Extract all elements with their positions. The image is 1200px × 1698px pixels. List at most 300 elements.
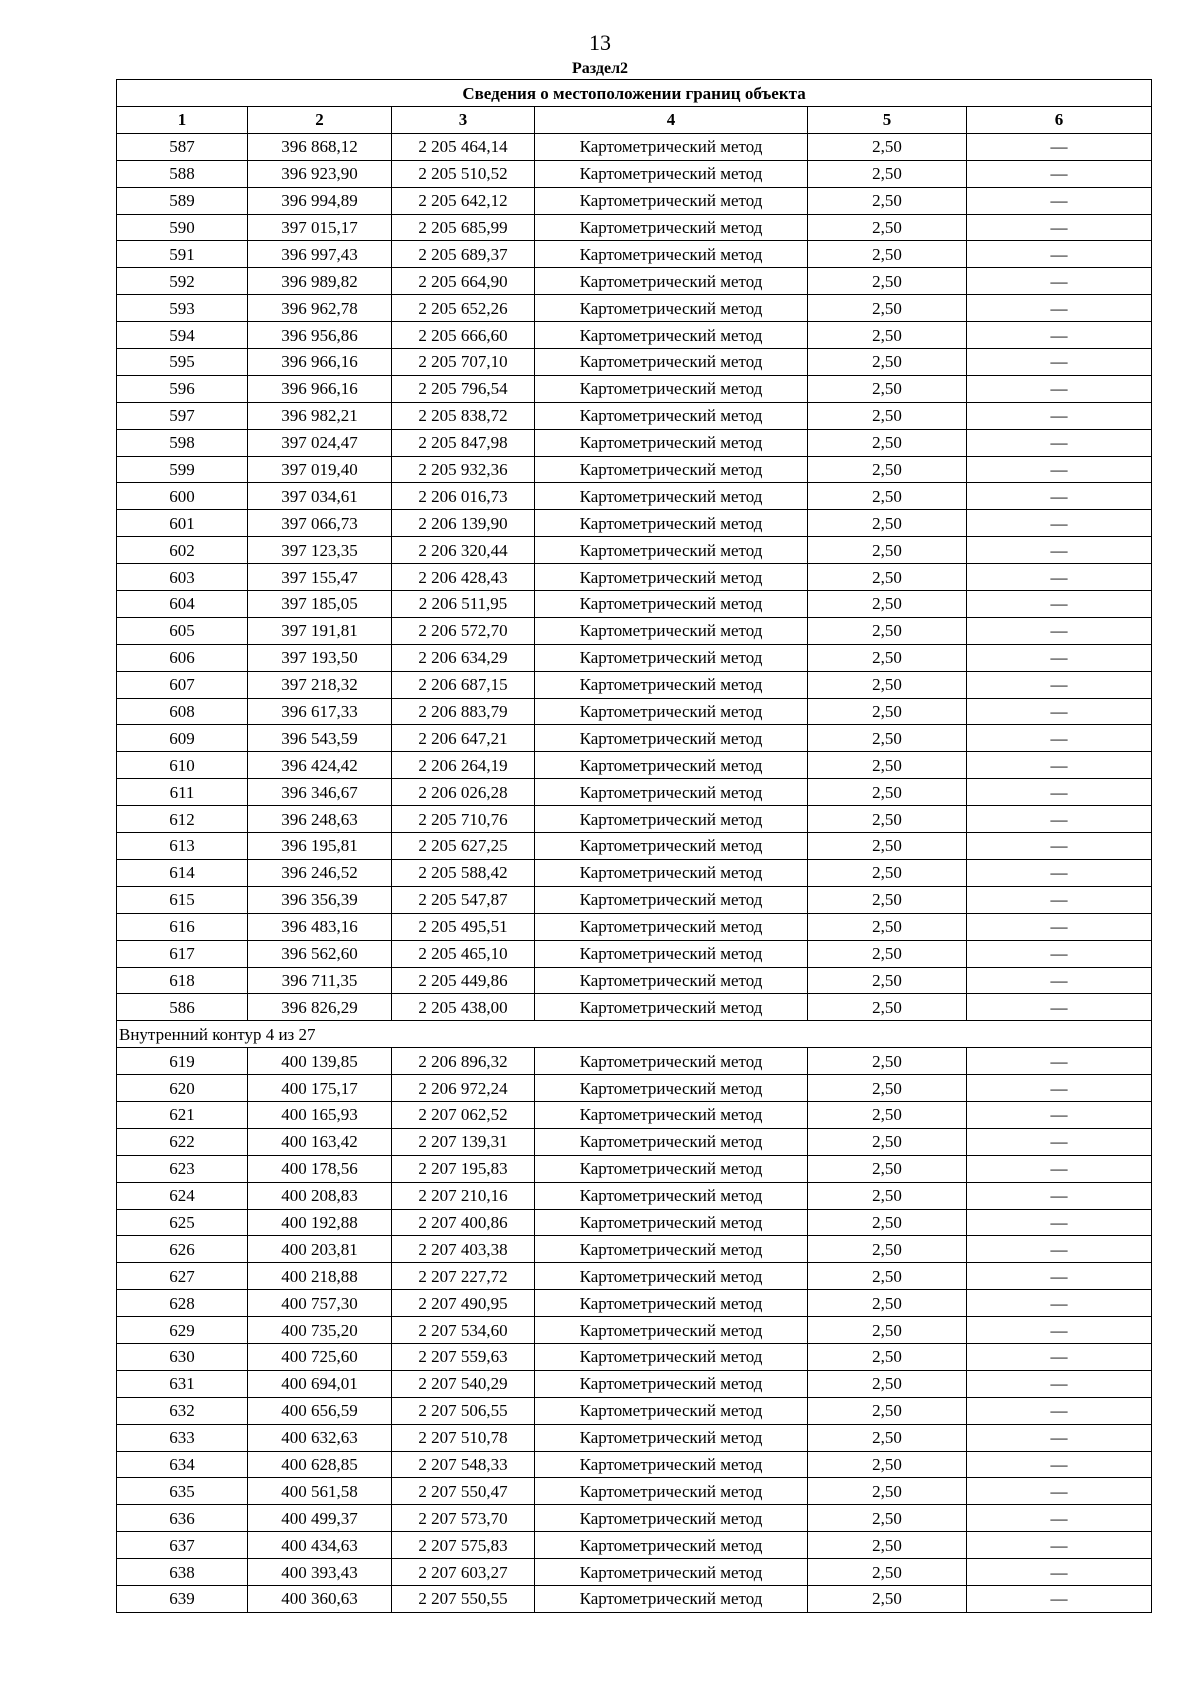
table-row xyxy=(117,833,1152,860)
y-coordinate-cell: 2 207 603,27 xyxy=(392,1559,535,1586)
method-cell: Картометрический метод xyxy=(535,1343,808,1370)
accuracy-cell: 2,50 xyxy=(808,1209,967,1236)
y-coordinate-cell: 2 205 438,00 xyxy=(392,994,535,1021)
description-cell: — xyxy=(967,1343,1152,1370)
y-coordinate-cell: 2 207 139,31 xyxy=(392,1128,535,1155)
x-coordinate-cell: 396 346,67 xyxy=(248,779,392,806)
point-number-cell: 625 xyxy=(117,1209,248,1236)
accuracy-cell: 2,50 xyxy=(808,349,967,376)
point-number-cell: 615 xyxy=(117,886,248,913)
point-number-cell: 629 xyxy=(117,1317,248,1344)
x-coordinate-cell: 397 191,81 xyxy=(248,617,392,644)
description-cell: — xyxy=(967,1505,1152,1532)
description-cell: — xyxy=(967,617,1152,644)
accuracy-cell: 2,50 xyxy=(808,1101,967,1128)
page-number: 13 xyxy=(589,30,611,55)
accuracy-cell: 2,50 xyxy=(808,1263,967,1290)
description-cell: — xyxy=(967,160,1152,187)
point-number-cell: 598 xyxy=(117,429,248,456)
table-row xyxy=(117,1290,1152,1317)
description-cell: — xyxy=(967,564,1152,591)
accuracy-cell: 2,50 xyxy=(808,859,967,886)
method-cell: Картометрический метод xyxy=(535,241,808,268)
point-number-cell: 630 xyxy=(117,1343,248,1370)
x-coordinate-cell: 400 178,56 xyxy=(248,1155,392,1182)
x-coordinate-cell: 400 203,81 xyxy=(248,1236,392,1263)
y-coordinate-cell: 2 207 550,47 xyxy=(392,1478,535,1505)
point-number-cell: 617 xyxy=(117,940,248,967)
x-coordinate-cell: 397 015,17 xyxy=(248,214,392,241)
method-cell: Картометрический метод xyxy=(535,940,808,967)
description-cell: — xyxy=(967,1585,1152,1612)
description-cell: — xyxy=(967,1182,1152,1209)
table-body-outer-contour xyxy=(117,133,1152,1020)
accuracy-cell: 2,50 xyxy=(808,1505,967,1532)
y-coordinate-cell: 2 205 664,90 xyxy=(392,268,535,295)
accuracy-cell: 2,50 xyxy=(808,1182,967,1209)
table-row xyxy=(117,1155,1152,1182)
table-row xyxy=(117,1317,1152,1344)
method-cell: Картометрический метод xyxy=(535,1559,808,1586)
point-number-cell: 607 xyxy=(117,671,248,698)
table-row xyxy=(117,456,1152,483)
method-cell: Картометрический метод xyxy=(535,644,808,671)
method-cell: Картометрический метод xyxy=(535,1478,808,1505)
x-coordinate-cell: 396 424,42 xyxy=(248,752,392,779)
accuracy-cell: 2,50 xyxy=(808,671,967,698)
accuracy-cell: 2,50 xyxy=(808,698,967,725)
description-cell: — xyxy=(967,1209,1152,1236)
y-coordinate-cell: 2 205 495,51 xyxy=(392,913,535,940)
method-cell: Картометрический метод xyxy=(535,725,808,752)
x-coordinate-cell: 400 139,85 xyxy=(248,1048,392,1075)
point-number-cell: 637 xyxy=(117,1532,248,1559)
table-row xyxy=(117,1128,1152,1155)
method-cell: Картометрический метод xyxy=(535,859,808,886)
x-coordinate-cell: 400 632,63 xyxy=(248,1424,392,1451)
method-cell: Картометрический метод xyxy=(535,1128,808,1155)
description-cell: — xyxy=(967,859,1152,886)
x-coordinate-cell: 400 218,88 xyxy=(248,1263,392,1290)
point-number-cell: 611 xyxy=(117,779,248,806)
point-number-cell: 602 xyxy=(117,537,248,564)
accuracy-cell: 2,50 xyxy=(808,375,967,402)
description-cell: — xyxy=(967,644,1152,671)
x-coordinate-cell: 397 034,61 xyxy=(248,483,392,510)
description-cell: — xyxy=(967,752,1152,779)
method-cell: Картометрический метод xyxy=(535,967,808,994)
y-coordinate-cell: 2 206 896,32 xyxy=(392,1048,535,1075)
accuracy-cell: 2,50 xyxy=(808,967,967,994)
table-row xyxy=(117,1209,1152,1236)
point-number-cell: 614 xyxy=(117,859,248,886)
description-cell: — xyxy=(967,483,1152,510)
table-body-inner-contour xyxy=(117,1048,1152,1613)
method-cell: Картометрический метод xyxy=(535,779,808,806)
x-coordinate-cell: 396 868,12 xyxy=(248,133,392,160)
x-coordinate-cell: 396 617,33 xyxy=(248,698,392,725)
table-row xyxy=(117,1101,1152,1128)
y-coordinate-cell: 2 207 062,52 xyxy=(392,1101,535,1128)
point-number-cell: 595 xyxy=(117,349,248,376)
description-cell: — xyxy=(967,349,1152,376)
accuracy-cell: 2,50 xyxy=(808,564,967,591)
accuracy-cell: 2,50 xyxy=(808,456,967,483)
y-coordinate-cell: 2 207 403,38 xyxy=(392,1236,535,1263)
y-coordinate-cell: 2 207 540,29 xyxy=(392,1370,535,1397)
point-number-cell: 628 xyxy=(117,1290,248,1317)
description-cell: — xyxy=(967,187,1152,214)
method-cell: Картометрический метод xyxy=(535,698,808,725)
accuracy-cell: 2,50 xyxy=(808,1424,967,1451)
description-cell: — xyxy=(967,886,1152,913)
y-coordinate-cell: 2 206 026,28 xyxy=(392,779,535,806)
accuracy-cell: 2,50 xyxy=(808,644,967,671)
x-coordinate-cell: 400 628,85 xyxy=(248,1451,392,1478)
y-coordinate-cell: 2 205 932,36 xyxy=(392,456,535,483)
description-cell: — xyxy=(967,1397,1152,1424)
accuracy-cell: 2,50 xyxy=(808,779,967,806)
x-coordinate-cell: 400 208,83 xyxy=(248,1182,392,1209)
point-number-cell: 616 xyxy=(117,913,248,940)
table-row xyxy=(117,1182,1152,1209)
method-cell: Картометрический метод xyxy=(535,1397,808,1424)
method-cell: Картометрический метод xyxy=(535,1182,808,1209)
method-cell: Картометрический метод xyxy=(535,456,808,483)
x-coordinate-cell: 397 066,73 xyxy=(248,510,392,537)
table-row xyxy=(117,1505,1152,1532)
point-number-cell: 626 xyxy=(117,1236,248,1263)
method-cell: Картометрический метод xyxy=(535,564,808,591)
description-cell: — xyxy=(967,779,1152,806)
y-coordinate-cell: 2 206 883,79 xyxy=(392,698,535,725)
column-header: 2 xyxy=(248,107,392,134)
x-coordinate-cell: 396 246,52 xyxy=(248,859,392,886)
accuracy-cell: 2,50 xyxy=(808,1478,967,1505)
accuracy-cell: 2,50 xyxy=(808,886,967,913)
point-number-cell: 593 xyxy=(117,295,248,322)
accuracy-cell: 2,50 xyxy=(808,1128,967,1155)
method-cell: Картометрический метод xyxy=(535,322,808,349)
table-row xyxy=(117,1343,1152,1370)
accuracy-cell: 2,50 xyxy=(808,591,967,618)
point-number-cell: 594 xyxy=(117,322,248,349)
x-coordinate-cell: 400 725,60 xyxy=(248,1343,392,1370)
point-number-cell: 619 xyxy=(117,1048,248,1075)
point-number-cell: 631 xyxy=(117,1370,248,1397)
x-coordinate-cell: 400 434,63 xyxy=(248,1532,392,1559)
x-coordinate-cell: 396 923,90 xyxy=(248,160,392,187)
table-row xyxy=(117,295,1152,322)
point-number-cell: 634 xyxy=(117,1451,248,1478)
x-coordinate-cell: 400 499,37 xyxy=(248,1505,392,1532)
x-coordinate-cell: 400 360,63 xyxy=(248,1585,392,1612)
accuracy-cell: 2,50 xyxy=(808,295,967,322)
table-row xyxy=(117,510,1152,537)
y-coordinate-cell: 2 207 490,95 xyxy=(392,1290,535,1317)
point-number-cell: 588 xyxy=(117,160,248,187)
x-coordinate-cell: 397 123,35 xyxy=(248,537,392,564)
boundary-coordinates-table xyxy=(116,79,1152,1613)
description-cell: — xyxy=(967,375,1152,402)
table-row xyxy=(117,913,1152,940)
method-cell: Картометрический метод xyxy=(535,913,808,940)
accuracy-cell: 2,50 xyxy=(808,133,967,160)
y-coordinate-cell: 2 205 685,99 xyxy=(392,214,535,241)
accuracy-cell: 2,50 xyxy=(808,1048,967,1075)
y-coordinate-cell: 2 206 572,70 xyxy=(392,617,535,644)
method-cell: Картометрический метод xyxy=(535,806,808,833)
y-coordinate-cell: 2 206 511,95 xyxy=(392,591,535,618)
accuracy-cell: 2,50 xyxy=(808,1155,967,1182)
x-coordinate-cell: 396 989,82 xyxy=(248,268,392,295)
y-coordinate-cell: 2 207 510,78 xyxy=(392,1424,535,1451)
table-row xyxy=(117,1075,1152,1102)
accuracy-cell: 2,50 xyxy=(808,429,967,456)
point-number-cell: 586 xyxy=(117,994,248,1021)
x-coordinate-cell: 396 994,89 xyxy=(248,187,392,214)
method-cell: Картометрический метод xyxy=(535,1236,808,1263)
accuracy-cell: 2,50 xyxy=(808,187,967,214)
accuracy-cell: 2,50 xyxy=(808,214,967,241)
point-number-cell: 600 xyxy=(117,483,248,510)
description-cell: — xyxy=(967,725,1152,752)
accuracy-cell: 2,50 xyxy=(808,1585,967,1612)
x-coordinate-cell: 400 757,30 xyxy=(248,1290,392,1317)
y-coordinate-cell: 2 207 210,16 xyxy=(392,1182,535,1209)
point-number-cell: 597 xyxy=(117,402,248,429)
x-coordinate-cell: 400 656,59 xyxy=(248,1397,392,1424)
x-coordinate-cell: 396 356,39 xyxy=(248,886,392,913)
accuracy-cell: 2,50 xyxy=(808,1290,967,1317)
table-row xyxy=(117,1559,1152,1586)
x-coordinate-cell: 396 962,78 xyxy=(248,295,392,322)
y-coordinate-cell: 2 205 465,10 xyxy=(392,940,535,967)
method-cell: Картометрический метод xyxy=(535,671,808,698)
description-cell: — xyxy=(967,1451,1152,1478)
description-cell: — xyxy=(967,1478,1152,1505)
method-cell: Картометрический метод xyxy=(535,1505,808,1532)
point-number-cell: 589 xyxy=(117,187,248,214)
point-number-cell: 618 xyxy=(117,967,248,994)
x-coordinate-cell: 396 711,35 xyxy=(248,967,392,994)
method-cell: Картометрический метод xyxy=(535,133,808,160)
method-cell: Картометрический метод xyxy=(535,1585,808,1612)
table-row xyxy=(117,1532,1152,1559)
y-coordinate-cell: 2 205 847,98 xyxy=(392,429,535,456)
y-coordinate-cell: 2 205 838,72 xyxy=(392,402,535,429)
column-header: 1 xyxy=(117,107,248,134)
method-cell: Картометрический метод xyxy=(535,1532,808,1559)
point-number-cell: 613 xyxy=(117,833,248,860)
table-row xyxy=(117,214,1152,241)
y-coordinate-cell: 2 205 547,87 xyxy=(392,886,535,913)
accuracy-cell: 2,50 xyxy=(808,510,967,537)
table-row xyxy=(117,537,1152,564)
point-number-cell: 596 xyxy=(117,375,248,402)
table-row xyxy=(117,725,1152,752)
method-cell: Картометрический метод xyxy=(535,1317,808,1344)
description-cell: — xyxy=(967,1236,1152,1263)
table-row xyxy=(117,429,1152,456)
description-cell: — xyxy=(967,698,1152,725)
description-cell: — xyxy=(967,967,1152,994)
table-row xyxy=(117,671,1152,698)
table-row xyxy=(117,1397,1152,1424)
table-row xyxy=(117,1048,1152,1075)
point-number-cell: 620 xyxy=(117,1075,248,1102)
x-coordinate-cell: 400 561,58 xyxy=(248,1478,392,1505)
accuracy-cell: 2,50 xyxy=(808,1532,967,1559)
description-cell: — xyxy=(967,940,1152,967)
accuracy-cell: 2,50 xyxy=(808,268,967,295)
description-cell: — xyxy=(967,1424,1152,1451)
table-row xyxy=(117,564,1152,591)
x-coordinate-cell: 397 024,47 xyxy=(248,429,392,456)
method-cell: Картометрический метод xyxy=(535,886,808,913)
section-label: Раздел2 xyxy=(571,60,629,77)
table-row xyxy=(117,994,1152,1021)
method-cell: Картометрический метод xyxy=(535,833,808,860)
accuracy-cell: 2,50 xyxy=(808,1075,967,1102)
method-cell: Картометрический метод xyxy=(535,1290,808,1317)
table-header-row xyxy=(117,107,1152,134)
table-row xyxy=(117,698,1152,725)
point-number-cell: 636 xyxy=(117,1505,248,1532)
y-coordinate-cell: 2 206 634,29 xyxy=(392,644,535,671)
description-cell: — xyxy=(967,241,1152,268)
description-cell: — xyxy=(967,214,1152,241)
description-cell: — xyxy=(967,806,1152,833)
point-number-cell: 606 xyxy=(117,644,248,671)
table-row xyxy=(117,322,1152,349)
point-number-cell: 604 xyxy=(117,591,248,618)
point-number-cell: 623 xyxy=(117,1155,248,1182)
table-row xyxy=(117,940,1152,967)
accuracy-cell: 2,50 xyxy=(808,322,967,349)
y-coordinate-cell: 2 207 550,55 xyxy=(392,1585,535,1612)
description-cell: — xyxy=(967,456,1152,483)
x-coordinate-cell: 396 826,29 xyxy=(248,994,392,1021)
description-cell: — xyxy=(967,591,1152,618)
y-coordinate-cell: 2 206 016,73 xyxy=(392,483,535,510)
table-row xyxy=(117,806,1152,833)
description-cell: — xyxy=(967,1559,1152,1586)
table-row xyxy=(117,187,1152,214)
accuracy-cell: 2,50 xyxy=(808,806,967,833)
y-coordinate-cell: 2 205 710,76 xyxy=(392,806,535,833)
description-cell: — xyxy=(967,1075,1152,1102)
y-coordinate-cell: 2 207 575,83 xyxy=(392,1532,535,1559)
accuracy-cell: 2,50 xyxy=(808,1397,967,1424)
description-cell: — xyxy=(967,671,1152,698)
x-coordinate-cell: 396 966,16 xyxy=(248,375,392,402)
x-coordinate-cell: 397 193,50 xyxy=(248,644,392,671)
y-coordinate-cell: 2 207 559,63 xyxy=(392,1343,535,1370)
description-cell: — xyxy=(967,1048,1152,1075)
table-row xyxy=(117,268,1152,295)
accuracy-cell: 2,50 xyxy=(808,1236,967,1263)
point-number-cell: 608 xyxy=(117,698,248,725)
description-cell: — xyxy=(967,833,1152,860)
accuracy-cell: 2,50 xyxy=(808,241,967,268)
y-coordinate-cell: 2 206 687,15 xyxy=(392,671,535,698)
point-number-cell: 638 xyxy=(117,1559,248,1586)
y-coordinate-cell: 2 207 506,55 xyxy=(392,1397,535,1424)
accuracy-cell: 2,50 xyxy=(808,1370,967,1397)
method-cell: Картометрический метод xyxy=(535,1075,808,1102)
x-coordinate-cell: 396 956,86 xyxy=(248,322,392,349)
table-row xyxy=(117,133,1152,160)
y-coordinate-cell: 2 205 510,52 xyxy=(392,160,535,187)
description-cell: — xyxy=(967,133,1152,160)
table-row xyxy=(117,779,1152,806)
table-row xyxy=(117,967,1152,994)
table-row xyxy=(117,483,1152,510)
accuracy-cell: 2,50 xyxy=(808,1343,967,1370)
description-cell: — xyxy=(967,402,1152,429)
accuracy-cell: 2,50 xyxy=(808,1317,967,1344)
y-coordinate-cell: 2 206 972,24 xyxy=(392,1075,535,1102)
x-coordinate-cell: 396 997,43 xyxy=(248,241,392,268)
x-coordinate-cell: 400 735,20 xyxy=(248,1317,392,1344)
description-cell: — xyxy=(967,268,1152,295)
accuracy-cell: 2,50 xyxy=(808,402,967,429)
y-coordinate-cell: 2 206 647,21 xyxy=(392,725,535,752)
x-coordinate-cell: 400 163,42 xyxy=(248,1128,392,1155)
y-coordinate-cell: 2 207 195,83 xyxy=(392,1155,535,1182)
point-number-cell: 633 xyxy=(117,1424,248,1451)
point-number-cell: 599 xyxy=(117,456,248,483)
y-coordinate-cell: 2 205 464,14 xyxy=(392,133,535,160)
point-number-cell: 587 xyxy=(117,133,248,160)
method-cell: Картометрический метод xyxy=(535,1263,808,1290)
description-cell: — xyxy=(967,1290,1152,1317)
x-coordinate-cell: 396 483,16 xyxy=(248,913,392,940)
y-coordinate-cell: 2 207 400,86 xyxy=(392,1209,535,1236)
method-cell: Картометрический метод xyxy=(535,1451,808,1478)
table-row xyxy=(117,1478,1152,1505)
point-number-cell: 622 xyxy=(117,1128,248,1155)
description-cell: — xyxy=(967,295,1152,322)
point-number-cell: 627 xyxy=(117,1263,248,1290)
table-row xyxy=(117,160,1152,187)
description-cell: — xyxy=(967,322,1152,349)
y-coordinate-cell: 2 205 642,12 xyxy=(392,187,535,214)
y-coordinate-cell: 2 205 627,25 xyxy=(392,833,535,860)
contour-section xyxy=(117,1021,1152,1048)
table-row xyxy=(117,1585,1152,1612)
x-coordinate-cell: 400 192,88 xyxy=(248,1209,392,1236)
method-cell: Картометрический метод xyxy=(535,429,808,456)
x-coordinate-cell: 396 562,60 xyxy=(248,940,392,967)
method-cell: Картометрический метод xyxy=(535,160,808,187)
x-coordinate-cell: 396 543,59 xyxy=(248,725,392,752)
description-cell: — xyxy=(967,1155,1152,1182)
y-coordinate-cell: 2 207 548,33 xyxy=(392,1451,535,1478)
point-number-cell: 605 xyxy=(117,617,248,644)
table-title: Сведения о местоположении границ объекта xyxy=(117,80,1152,107)
accuracy-cell: 2,50 xyxy=(808,160,967,187)
point-number-cell: 612 xyxy=(117,806,248,833)
method-cell: Картометрический метод xyxy=(535,591,808,618)
table-row xyxy=(117,1451,1152,1478)
method-cell: Картометрический метод xyxy=(535,617,808,644)
method-cell: Картометрический метод xyxy=(535,268,808,295)
method-cell: Картометрический метод xyxy=(535,510,808,537)
description-cell: — xyxy=(967,537,1152,564)
table-row xyxy=(117,859,1152,886)
